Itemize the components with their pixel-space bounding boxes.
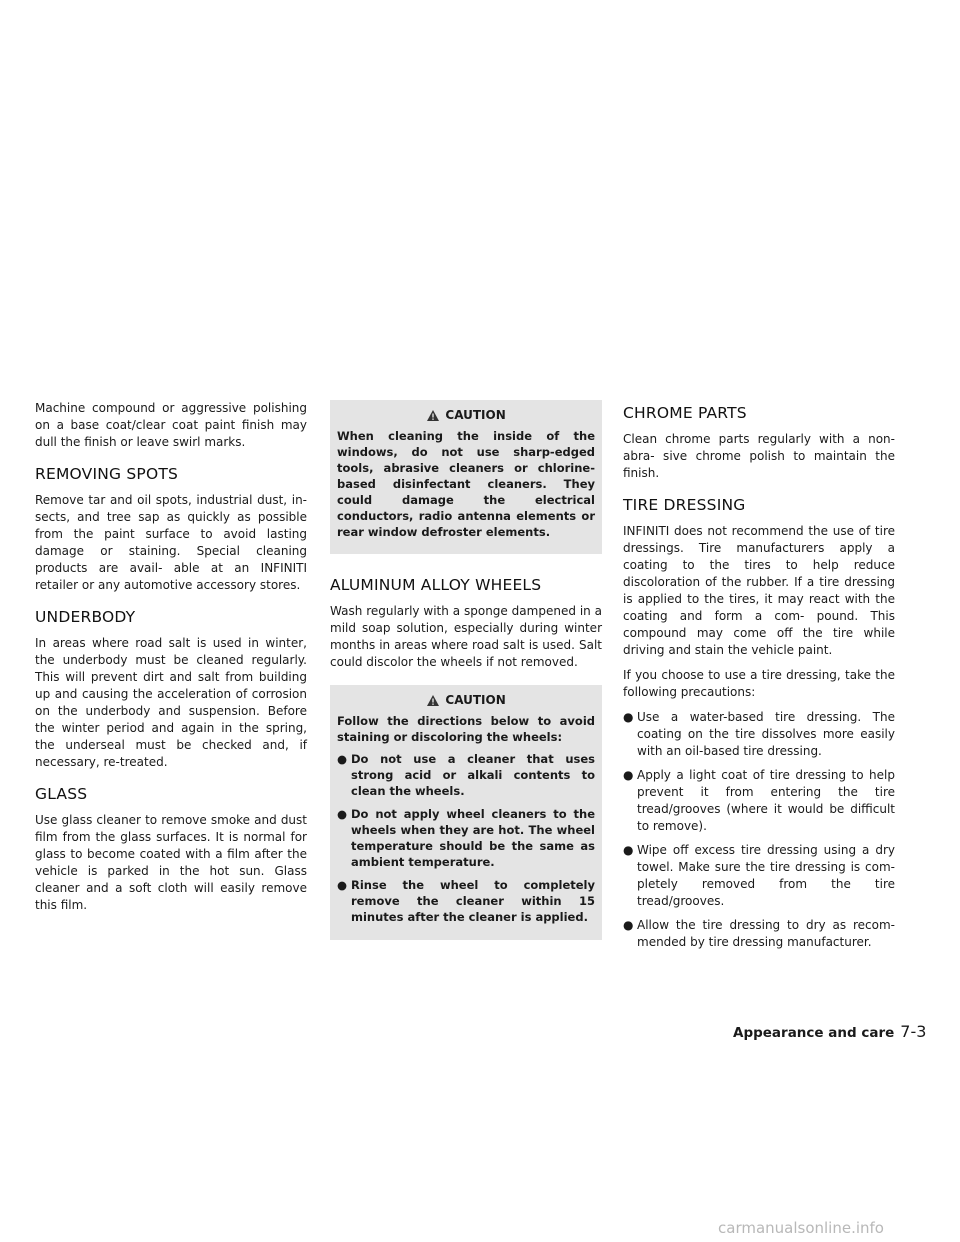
intro-paragraph: Machine compound or aggressive polishing on a base coat/clear coat paint finish may dull the finish or leave swirl marks. xyxy=(35,401,307,449)
tire-dressing-intro: If you choose to use a tire dressing, take the following precautions: xyxy=(623,668,895,699)
bullet-icon: ● xyxy=(623,843,634,857)
warning-triangle-icon xyxy=(426,409,440,422)
bullet-icon: ● xyxy=(623,710,634,724)
bullet-icon: ● xyxy=(623,918,634,932)
right-column xyxy=(623,400,895,958)
chrome-parts-text: Clean chrome parts regularly with a non- abra- sive chrome polish to maintain the finish. xyxy=(623,432,895,480)
middle-column xyxy=(330,400,602,946)
page-footer xyxy=(733,1022,926,1041)
bullet-icon: ● xyxy=(337,807,348,821)
list-item: ● Apply a light coat of tire dressing to help prevent it from entering the tire tread/grooves (where it would be difficult to remove). xyxy=(623,768,895,833)
caution-list xyxy=(337,751,595,925)
list-item: ● Allow the tire dressing to dry as recom- mended by tire dressing manufacturer. xyxy=(623,918,895,949)
tire-dressing-text: INFINITI does not recommend the use of tire dressings. Tire manufacturers apply a coating to the tires to help reduce discoloration of the rubber. If a tire dressing is applied to the tires, it may react with the coating and form a com- pound. This compound may come off the tire while driving and stain the vehicle paint. xyxy=(623,524,895,657)
underbody-text: In areas where road salt is used in winter, the underbody must be cleaned regularly. This will prevent dirt and salt from building up and causing the acceleration of corrosion on the underbody and suspension. Before the winter period and again in the spring, the underseal must be checked and, if necessary, re-treated. xyxy=(35,636,307,769)
precautions-list xyxy=(623,709,895,951)
warning-triangle-icon xyxy=(426,694,440,707)
page-number: 7-3 xyxy=(900,1022,927,1041)
alloy-wheels-heading: ALUMINUM ALLOY WHEELS xyxy=(330,576,542,594)
section-title: Appearance and care xyxy=(733,1025,895,1041)
caution-label: CAUTION xyxy=(445,408,506,422)
list-item: ● Use a water-based tire dressing. The coating on the tire dissolves more easily with an oil-based tire dressing. xyxy=(623,710,895,758)
chrome-parts-heading: CHROME PARTS xyxy=(623,404,747,422)
watermark: carmanualsonline.info xyxy=(718,1219,884,1237)
caution-text: When cleaning the inside of the windows, do not use sharp-edged tools, abrasive cleaners or chlorine-based disinfectant cleaners. They could damage the electrical conductors, radio antenna elements or rear window defroster elements. xyxy=(337,429,595,539)
left-column xyxy=(35,400,307,922)
bullet-icon: ● xyxy=(623,768,634,782)
caution-box-wheels xyxy=(330,685,602,940)
alloy-wheels-text: Wash regularly with a sponge dampened in a mild soap solution, especially during winter months in areas where road salt is used. Salt could discolor the wheels if not removed. xyxy=(330,604,602,669)
removing-spots-heading: REMOVING SPOTS xyxy=(35,465,179,483)
list-item: ● Rinse the wheel to completely remove the cleaner within 15 minutes after the cleaner is applied. xyxy=(337,878,595,924)
list-item: ● Wipe off excess tire dressing using a dry towel. Make sure the tire dressing is com- pletely removed from the tire tread/grooves. xyxy=(623,843,895,908)
removing-spots-text: Remove tar and oil spots, industrial dust, in- sects, and tree sap as quickly as possible from the paint surface to avoid lasting damage or staining. Special cleaning products are avail- able at an INFINITI retailer or any automotive accessory stores. xyxy=(35,493,307,592)
list-item: ● Do not apply wheel cleaners to the wheels when they are hot. The wheel temperature should be the same as ambient temperature. xyxy=(337,807,595,869)
caution-box-windows xyxy=(330,400,602,554)
bullet-icon: ● xyxy=(337,752,348,766)
underbody-heading: UNDERBODY xyxy=(35,608,136,626)
list-item: ● Do not use a cleaner that uses strong acid or alkali contents to clean the wheels. xyxy=(337,752,595,798)
glass-heading: GLASS xyxy=(35,785,88,803)
tire-dressing-heading: TIRE DRESSING xyxy=(623,496,746,514)
bullet-icon: ● xyxy=(337,878,348,892)
caution-header xyxy=(337,406,595,424)
glass-text: Use glass cleaner to remove smoke and dust film from the glass surfaces. It is normal for glass to become coated with a film after the vehicle is parked in the hot sun. Glass cleaner and a soft cloth will easily remove this film. xyxy=(35,813,307,912)
caution-header xyxy=(337,691,595,709)
caution-label: CAUTION xyxy=(445,693,506,707)
caution-intro: Follow the directions below to avoid staining or discoloring the wheels: xyxy=(337,714,595,744)
